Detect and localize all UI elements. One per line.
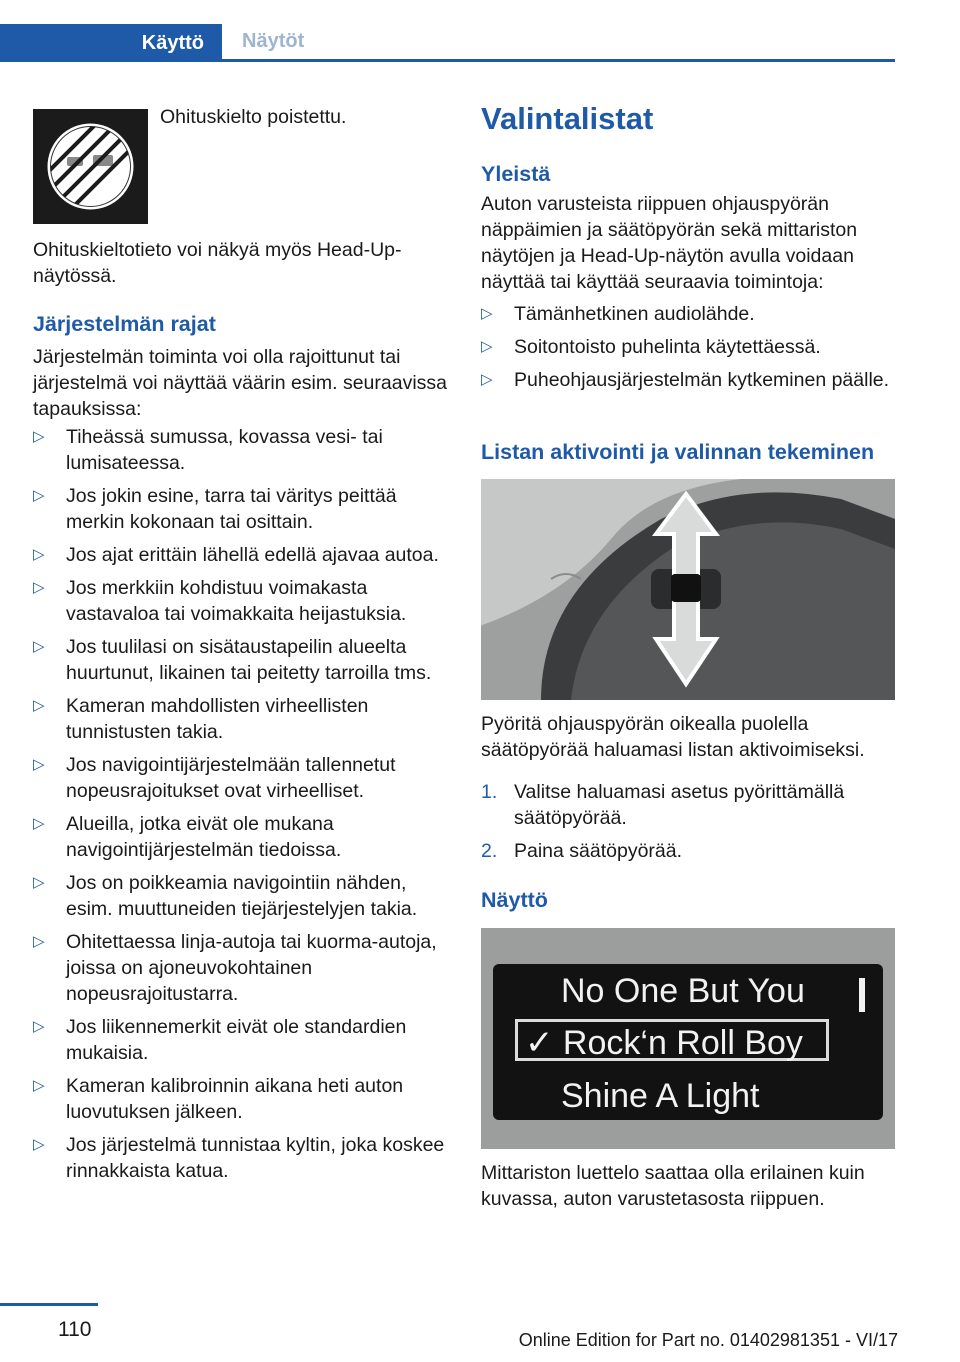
display-heading: Näyttö	[481, 888, 548, 912]
list-item: ▷ Kameran mahdollisten virheellisten tunnistusten takia.	[33, 695, 369, 743]
triangle-bullet-icon: ▷	[33, 756, 45, 773]
page-number: 110	[58, 1318, 92, 1341]
triangle-bullet-icon: ▷	[33, 697, 45, 714]
general-list	[481, 301, 895, 400]
end-of-no-overtaking-sign	[33, 109, 148, 224]
limits-heading: Järjestelmän rajat	[33, 312, 216, 336]
list-item: ▷ Soitontoisto puhelinta käytettäessä.	[481, 336, 821, 358]
triangle-bullet-icon: ▷	[481, 305, 493, 322]
list-item: ▷ Ohitettaessa linja-autoja tai kuorma-autoja, joissa on ajoneuvokohtainen nopeusrajoitustarra.	[33, 931, 437, 1005]
list-item: ▷ Jos on poikkeamia navigointiin nähden, esim. muuttuneiden tiejärjestelyjen takia.	[33, 872, 418, 920]
display-item: No One But You	[561, 972, 805, 1010]
triangle-bullet-icon: ▷	[33, 1018, 45, 1035]
general-heading: Yleistä	[481, 162, 551, 186]
sign-caption: Ohituskielto poistettu.	[160, 106, 347, 128]
triangle-bullet-icon: ▷	[33, 1136, 45, 1153]
activate-heading: Listan aktivointi ja valinnan tekeminen	[481, 440, 875, 464]
list-item: ▷ Tämänhetkinen audiolähde.	[481, 303, 755, 325]
triangle-bullet-icon: ▷	[33, 638, 45, 655]
activate-text: Pyöritä ohjauspyörän oikealla puolella säätöpyörää haluamasi listan aktivoimiseksi.	[481, 713, 865, 761]
limits-intro: Järjestelmän toiminta voi olla rajoittunut tai järjestelmä voi näyttää väärin esim. seuraavissa tapauksissa:	[33, 346, 448, 420]
triangle-bullet-icon: ▷	[33, 487, 45, 504]
triangle-bullet-icon: ▷	[33, 815, 45, 832]
list-item: ▷ Jos jokin esine, tarra tai väritys peittää merkin kokonaan tai osittain.	[33, 485, 397, 533]
steering-wheel-image	[481, 479, 895, 700]
list-item: ▷ Alueilla, jotka eivät ole mukana navigointijärjestelmän tiedoissa.	[33, 813, 342, 861]
list-item: ▷ Puheohjausjärjestelmän kytkeminen päälle.	[481, 369, 890, 391]
triangle-bullet-icon: ▷	[481, 371, 493, 388]
list-item: 2. Paina säätöpyörää.	[481, 840, 683, 862]
list-item: ▷ Kameran kalibroinnin aikana heti auton luovutuksen jälkeen.	[33, 1075, 404, 1123]
steps-list	[481, 779, 895, 871]
tab-kaytto[interactable]: Käyttö	[0, 24, 222, 62]
display-item: Shine A Light	[561, 1077, 760, 1115]
list-item: ▷ Jos järjestelmä tunnistaa kyltin, joka koskee rinnakkaista katua.	[33, 1134, 445, 1182]
triangle-bullet-icon: ▷	[33, 1077, 45, 1094]
list-item: ▷ Jos liikennemerkit eivät ole standardien mukaisia.	[33, 1016, 407, 1064]
triangle-bullet-icon: ▷	[33, 579, 45, 596]
triangle-bullet-icon: ▷	[33, 933, 45, 950]
triangle-bullet-icon: ▷	[481, 338, 493, 355]
triangle-bullet-icon: ▷	[33, 874, 45, 891]
section-title: Valintalistat	[481, 101, 654, 136]
display-screen	[493, 964, 883, 1120]
list-item: ▷ Jos navigointijärjestelmään tallennetut nopeusrajoitukset ovat virheelliset.	[33, 754, 396, 802]
general-text: Auton varusteista riippuen ohjauspyörän näppäimien ja säätöpyörän sekä mittariston näytöjen ja Head-Up-näytön avulla voidaan näyttää tai käyttää seuraavia toimintoja:	[481, 193, 858, 293]
list-item: ▷ Jos tuulilasi on sisätaustapeilin alueelta huurtunut, likainen tai peitetty tarroilla tms.	[33, 636, 432, 684]
header-tabs	[0, 24, 895, 62]
list-item: 1. Valitse haluamasi asetus pyörittämällä säätöpyörää.	[481, 781, 845, 829]
footer-rule	[0, 1303, 98, 1306]
list-item: ▷ Tiheässä sumussa, kovassa vesi- tai lumisateessa.	[33, 426, 383, 474]
hud-note: Ohituskieltotieto voi näkyä myös Head-Up-näytössä.	[33, 239, 402, 287]
triangle-bullet-icon: ▷	[33, 546, 45, 563]
list-item: ▷ Jos ajat erittäin lähellä edellä ajavaa autoa.	[33, 544, 439, 566]
display-item-selected: ✓ Rock‘n Roll Boy	[525, 1024, 803, 1062]
tab-naytot[interactable]: Näytöt	[222, 24, 895, 62]
limits-list	[33, 424, 447, 1191]
edition-note: Online Edition for Part no. 01402981351 - VI/17	[518, 1330, 898, 1350]
triangle-bullet-icon: ▷	[33, 428, 45, 445]
display-note: Mittariston luettelo saattaa olla erilainen kuin kuvassa, auton varustetasosta riippuen.	[481, 1162, 865, 1210]
cluster-display-image	[481, 928, 895, 1149]
list-item: ▷ Jos merkkiin kohdistuu voimakasta vastavaloa tai voimakkaita heijastuksia.	[33, 577, 407, 625]
scrollbar-thumb	[859, 978, 865, 1012]
